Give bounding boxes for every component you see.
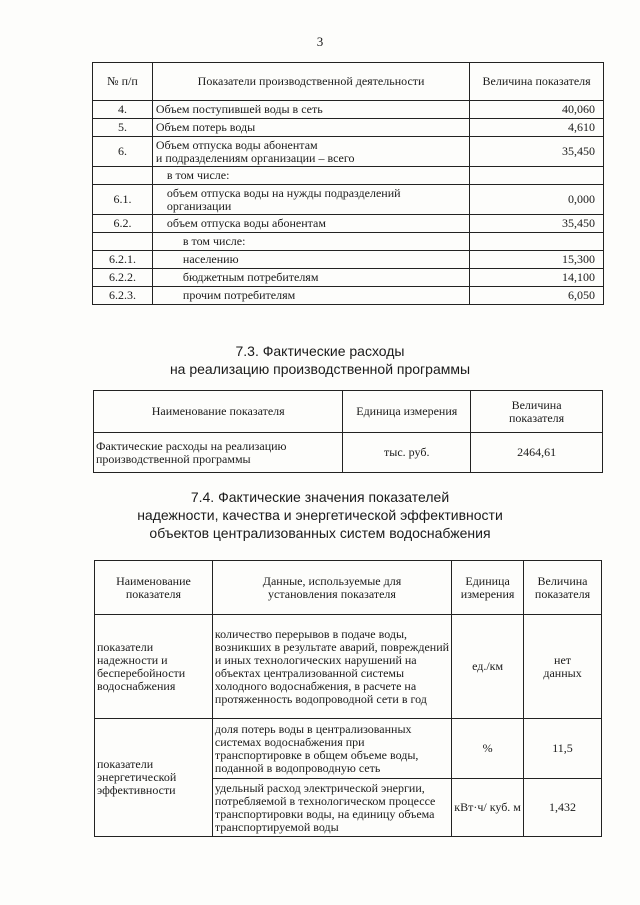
- header-indicator: Показатели производственной деятельности: [152, 63, 469, 101]
- indicator-line: бюджетным потребителям: [182, 270, 319, 284]
- energy-loss-value: 11,5: [524, 719, 602, 779]
- header-unit: Единица измерения: [452, 561, 524, 615]
- energy-loss-data: доля потерь воды в централизованных системах водоснабжения при транспортировке в общем объеме воды, поданной в водопроводную сеть: [212, 719, 451, 779]
- reliability-data: количество перерывов в подаче воды, возникших в результате аварий, повреждений и иных технологических нарушений на объектах централизованной системы холодного водоснабжения, в расчете на протяженность водопроводной сети в год: [212, 615, 451, 719]
- row-value: 35,450: [470, 137, 604, 167]
- row-value: 15,300: [470, 251, 604, 269]
- table-header-row: [94, 391, 603, 433]
- row-indicator: [152, 167, 469, 185]
- row-value: [470, 233, 604, 251]
- indicator-line: объем отпуска воды на нужды подразделений: [166, 185, 401, 200]
- row-num: 6.1.: [93, 185, 153, 215]
- indicator-line: в том числе:: [166, 168, 230, 182]
- row-value: [470, 167, 604, 185]
- table-row: [93, 185, 604, 215]
- reliability-unit: ед./км: [452, 615, 524, 719]
- row-num: 6.2.: [93, 215, 153, 233]
- cost-unit: тыс. руб.: [343, 433, 471, 473]
- energy-loss-unit: %: [452, 719, 524, 779]
- row-indicator: [152, 119, 469, 137]
- table-row: [93, 269, 604, 287]
- table-row: [93, 287, 604, 305]
- energy-name: показатели энергетической эффективности: [95, 719, 213, 837]
- row-indicator: [152, 101, 469, 119]
- header-data: Данные, используемые для установления показателя: [212, 561, 451, 615]
- indicator-line: организации: [166, 198, 232, 213]
- row-value: 35,450: [470, 215, 604, 233]
- header-value: Величина показателя: [524, 561, 602, 615]
- reliability-indicators-table: [94, 560, 602, 837]
- row-value: 40,060: [470, 101, 604, 119]
- header-name: Наименование показателя: [94, 391, 343, 433]
- row-num: [93, 167, 153, 185]
- production-indicators-table: [92, 62, 604, 305]
- header-unit: Единица измерения: [343, 391, 471, 433]
- row-num: 6.2.2.: [93, 269, 153, 287]
- table-row: [93, 137, 604, 167]
- header-value: Величина показателя: [470, 63, 604, 101]
- indicator-line: в том числе:: [182, 234, 246, 248]
- row-value: 0,000: [470, 185, 604, 215]
- energy-consumption-value: 1,432: [524, 779, 602, 837]
- table-row: [93, 233, 604, 251]
- indicator-line: объем отпуска воды абонентам: [166, 216, 326, 230]
- row-num: 5.: [93, 119, 153, 137]
- row-value: 14,100: [470, 269, 604, 287]
- row-num: 6.: [93, 137, 153, 167]
- row-indicator: [152, 287, 469, 305]
- indicator-line: Объем потерь воды: [155, 120, 256, 134]
- cost-value: 2464,61: [471, 433, 603, 473]
- table-row: [95, 719, 602, 779]
- energy-consumption-unit: кВт·ч/ куб. м: [452, 779, 524, 837]
- row-num: [93, 233, 153, 251]
- row-num: 6.2.1.: [93, 251, 153, 269]
- row-indicator: [152, 251, 469, 269]
- indicator-line: Объем поступившей воды в сеть: [155, 102, 323, 116]
- table-row: [93, 215, 604, 233]
- table-row: [93, 119, 604, 137]
- header-num: № п/п: [93, 63, 153, 101]
- reliability-name: показатели надежности и бесперебойности водоснабжения: [95, 615, 213, 719]
- row-indicator: [152, 137, 469, 167]
- table-row: [94, 433, 603, 473]
- row-indicator: [152, 269, 469, 287]
- row-indicator: [152, 233, 469, 251]
- header-value: Величина показателя: [471, 391, 603, 433]
- indicator-line: прочим потребителям: [182, 288, 296, 302]
- section-7-3-title: 7.3. Фактические расходы на реализацию производственной программы: [169, 343, 471, 377]
- row-indicator: [152, 215, 469, 233]
- row-num: 6.2.3.: [93, 287, 153, 305]
- table-row: [95, 615, 602, 719]
- energy-consumption-data: удельный расход электрической энергии, потребляемой в технологическом процессе транспортировки воды, на единицу объема транспортируемой воды: [212, 779, 451, 837]
- indicator-line: и подразделениям организации – всего: [155, 150, 355, 165]
- row-indicator: [152, 185, 469, 215]
- row-num: 4.: [93, 101, 153, 119]
- table-row: [93, 101, 604, 119]
- table-row: [93, 167, 604, 185]
- table-row: [93, 251, 604, 269]
- cost-name: Фактические расходы на реализацию производственной программы: [94, 433, 343, 473]
- table-header-row: [95, 561, 602, 615]
- section-7-4-title: 7.4. Фактические значения показателей надежности, качества и энергетической эффективности объектов централизованных систем водоснабжения: [137, 489, 503, 541]
- actual-costs-table: [93, 390, 603, 473]
- table-header-row: [93, 63, 604, 101]
- row-value: 6,050: [470, 287, 604, 305]
- header-name: Наименование показателя: [95, 561, 213, 615]
- indicator-line: населению: [182, 252, 239, 266]
- reliability-value: нет данных: [524, 615, 602, 719]
- page-number: 3: [316, 34, 324, 49]
- indicator-line: Объем отпуска воды абонентам: [155, 137, 318, 152]
- row-value: 4,610: [470, 119, 604, 137]
